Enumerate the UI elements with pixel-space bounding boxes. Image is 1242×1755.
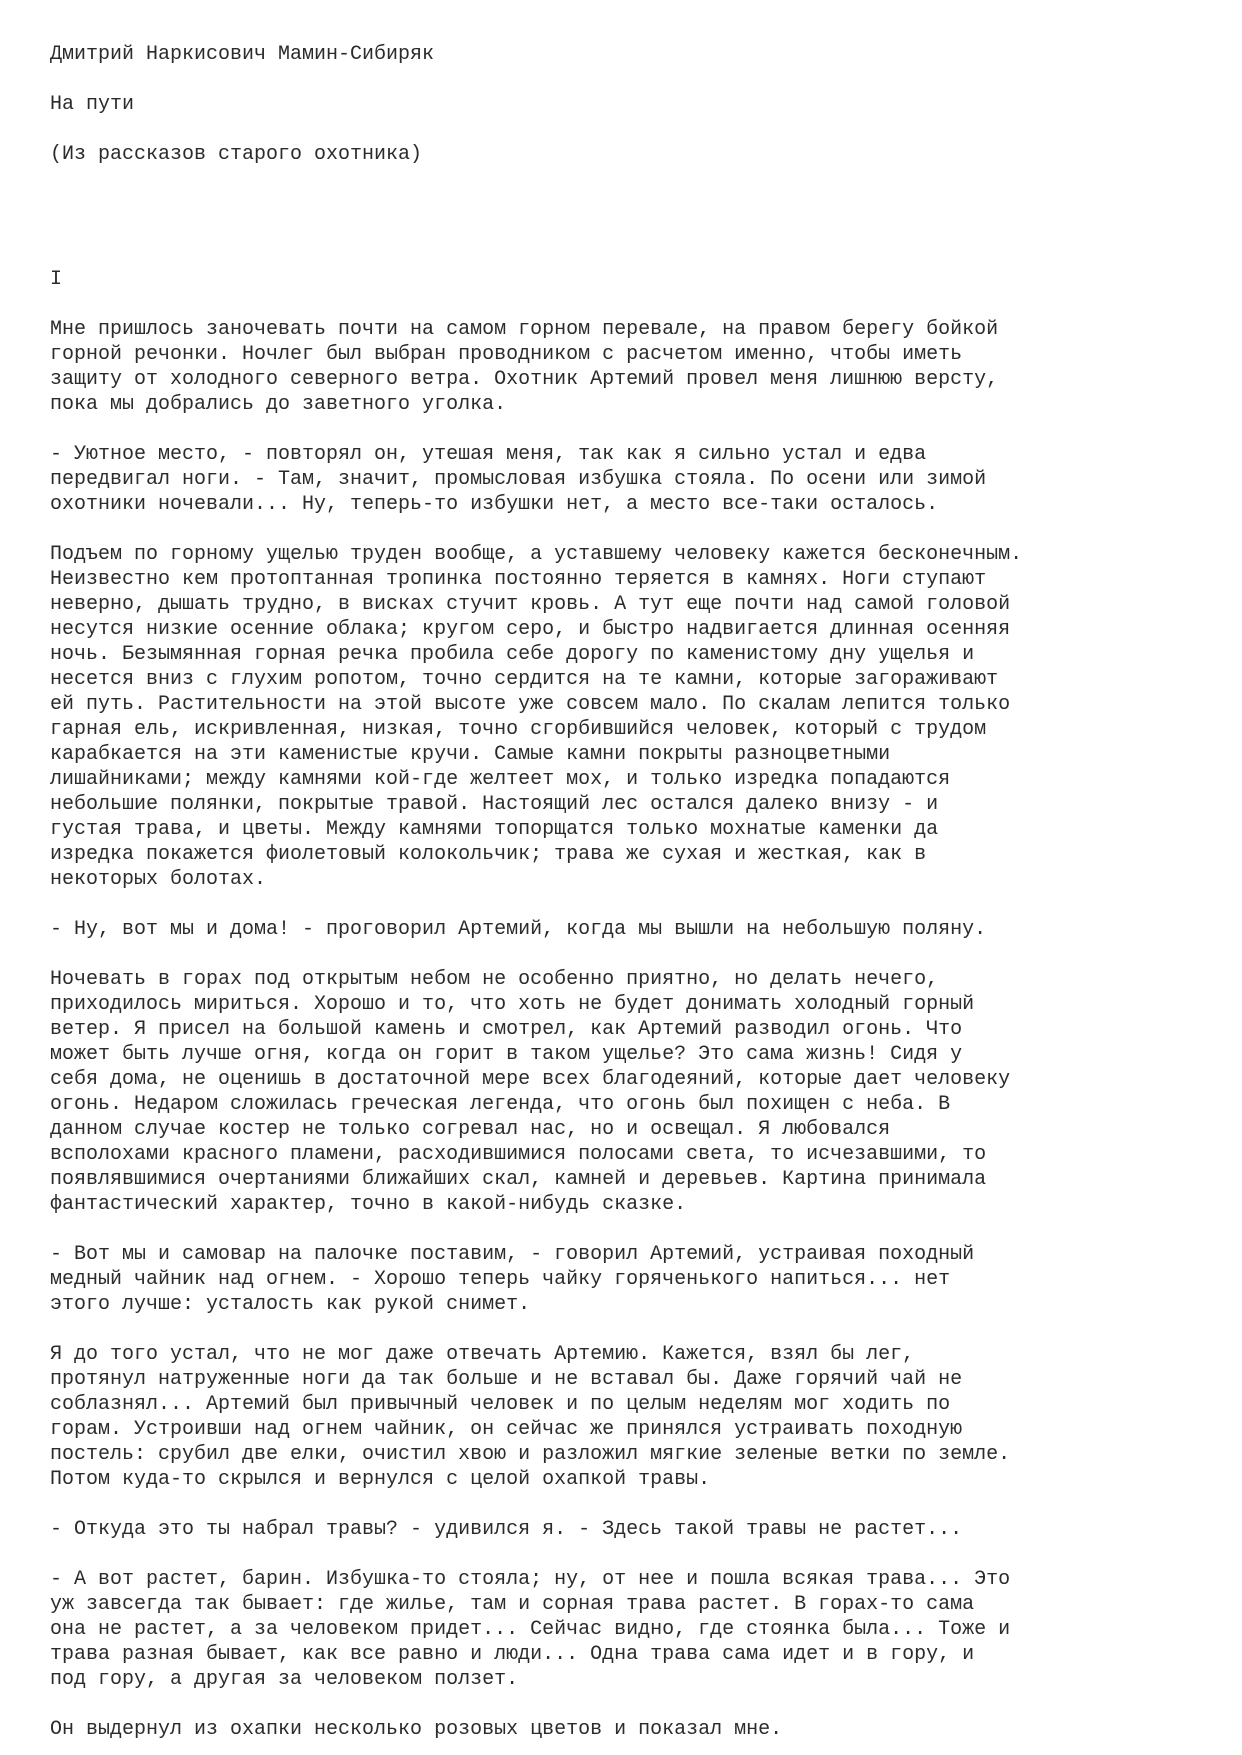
paragraph — [50, 1242, 1200, 1317]
paragraph-line: Неизвестно кем протоптанная тропинка постоянно теряется в камнях. Ноги ступают — [50, 568, 987, 591]
spacer — [50, 192, 1200, 217]
paragraph — [50, 1517, 1200, 1542]
paragraph-line: - Уютное место, - повторял он, утешая меня, так как я сильно устал и едва — [50, 443, 927, 466]
paragraph-line: горам. Устроивши над огнем чайник, он сейчас же принялся устраивать походную — [50, 1418, 963, 1441]
paragraph-line: Подъем по горному ущелью труден вообще, а уставшему человеку кажется бесконечным. — [50, 543, 1023, 566]
paragraph-line: - Вот мы и самовар на палочке поставим, - говорил Артемий, устраивая походный — [50, 1243, 975, 1266]
spacer — [50, 217, 1200, 242]
spacer — [50, 1317, 1200, 1342]
spacer — [50, 942, 1200, 967]
document-page — [50, 42, 1200, 1742]
spacer — [50, 417, 1200, 442]
spacer — [50, 242, 1200, 267]
paragraph-line: огонь. Недаром сложилась греческая легенда, что огонь был похищен с неба. В — [50, 1093, 951, 1116]
spacer — [50, 892, 1200, 917]
paragraph-line: может быть лучше огня, когда он горит в таком ущелье? Это сама жизнь! Сидя у — [50, 1043, 963, 1066]
paragraph-line: охотники ночевали... Ну, теперь-то избушки нет, а место все-таки осталось. — [50, 493, 939, 516]
paragraph-line: этого лучше: усталость как рукой снимет. — [50, 1293, 531, 1316]
paragraph-line: ветер. Я присел на большой камень и смотрел, как Артемий разводил огонь. Что — [50, 1018, 963, 1041]
paragraph-line: под гору, а другая за человеком ползет. — [50, 1668, 519, 1691]
body-text — [50, 317, 1200, 1742]
spacer — [50, 167, 1200, 192]
paragraph-line: изредка покажется фиолетовый колокольчик; трава же сухая и жесткая, как в — [50, 843, 927, 866]
paragraph-line: густая трава, и цветы. Между камнями топорщатся только мохнатые каменки да — [50, 818, 939, 841]
paragraph-line: ночь. Безымянная горная речка пробила себе дорогу по каменистому дну ущелья и — [50, 643, 975, 666]
paragraph-line: фантастический характер, точно в какой-нибудь сказке. — [50, 1193, 687, 1216]
paragraph — [50, 442, 1200, 517]
paragraph-line: Ночевать в горах под открытым небом не особенно приятно, но делать нечего, — [50, 968, 939, 991]
spacer — [50, 117, 1200, 142]
paragraph-line: всполохами красного пламени, расходившимися полосами света, то исчезавшими, то — [50, 1143, 987, 1166]
paragraph-line: - А вот растет, барин. Избушка-то стояла; ну, от нее и пошла всякая трава... Это — [50, 1568, 1011, 1591]
paragraph-line: лишайниками; между камнями кой-где желтеет мох, и только изредка попадаются — [50, 768, 951, 791]
paragraph-line: Потом куда-то скрылся и вернулся с целой охапкой травы. — [50, 1468, 711, 1491]
paragraph-line: горной речонки. Ночлег был выбран проводником с расчетом именно, чтобы иметь — [50, 343, 963, 366]
spacer — [50, 67, 1200, 92]
paragraph-line: себя дома, не оценишь в достаточной мере всех благодеяний, которые дает человеку — [50, 1068, 1011, 1091]
chapter-heading: I — [50, 268, 63, 291]
paragraph — [50, 1567, 1200, 1692]
spacer — [50, 1542, 1200, 1567]
paragraph-line: приходилось мириться. Хорошо и то, что хоть не будет донимать холодный горный — [50, 993, 975, 1016]
paragraph-line: протянул натруженные ноги да так больше и не вставал бы. Даже горячий чай не — [50, 1368, 963, 1391]
spacer — [50, 517, 1200, 542]
paragraph-line: - Откуда это ты набрал травы? - удивился я. - Здесь такой травы не растет... — [50, 1518, 963, 1541]
paragraph-line: Он выдернул из охапки несколько розовых цветов и показал мне. — [50, 1718, 783, 1741]
paragraph-line: соблазнял... Артемий был привычный человек и по целым неделям мог ходить по — [50, 1393, 951, 1416]
paragraph-line: - Ну, вот мы и дома! - проговорил Артемий, когда мы вышли на небольшую поляну. — [50, 918, 987, 941]
paragraph-line: уж завсегда так бывает: где жилье, там и сорная трава растет. В горах-то сама — [50, 1593, 975, 1616]
paragraph-line: трава разная бывает, как все равно и люди... Одна трава сама идет и в гору, и — [50, 1643, 975, 1666]
spacer — [50, 292, 1200, 317]
paragraph-line: неверно, дышать трудно, в висках стучит кровь. А тут еще почти над самой головой — [50, 593, 1011, 616]
paragraph — [50, 967, 1200, 1217]
paragraph-line: гарная ель, искривленная, низкая, точно сгорбившийся человек, который с трудом — [50, 718, 987, 741]
paragraph-line: медный чайник над огнем. - Хорошо теперь чайку горяченького напиться... нет — [50, 1268, 951, 1291]
spacer — [50, 1492, 1200, 1517]
paragraph-line: появлявшимися очертаниями ближайших скал, камней и деревьев. Картина принимала — [50, 1168, 987, 1191]
paragraph-line: передвигал ноги. - Там, значит, промысловая избушка стояла. По осени или зимой — [50, 468, 987, 491]
paragraph-line: Мне пришлось заночевать почти на самом горном перевале, на правом берегу бойкой — [50, 318, 999, 341]
paragraph — [50, 542, 1200, 892]
spacer — [50, 1217, 1200, 1242]
paragraph-line: защиту от холодного северного ветра. Охотник Артемий провел меня лишнюю версту, — [50, 368, 999, 391]
paragraph — [50, 1717, 1200, 1742]
paragraph — [50, 317, 1200, 417]
spacer — [50, 1692, 1200, 1717]
paragraph-line: она не растет, а за человеком придет... Сейчас видно, где стоянка была... Тоже и — [50, 1618, 1011, 1641]
paragraph-line: данном случае костер не только согревал нас, но и освещал. Я любовался — [50, 1118, 891, 1141]
paragraph-line: постель: срубил две елки, очистил хвою и разложил мягкие зеленые ветки по земле. — [50, 1443, 1011, 1466]
paragraph — [50, 917, 1200, 942]
paragraph-line: ей путь. Растительности на этой высоте уже совсем мало. По скалам лепится только — [50, 693, 1011, 716]
document-title: На пути — [50, 93, 135, 116]
document-subtitle: (Из рассказов старого охотника) — [50, 143, 423, 166]
paragraph — [50, 1342, 1200, 1492]
paragraph-line: карабкается на эти каменистые кручи. Самые камни покрыты разноцветными — [50, 743, 891, 766]
paragraph-line: пока мы добрались до заветного уголка. — [50, 393, 507, 416]
paragraph-line: некоторых болотах. — [50, 868, 267, 891]
paragraph-line: небольшие полянки, покрытые травой. Настоящий лес остался далеко внизу - и — [50, 793, 939, 816]
author-line: Дмитрий Наркисович Мамин-Сибиряк — [50, 43, 435, 66]
paragraph-line: несется вниз с глухим ропотом, точно сердится на те камни, которые загораживают — [50, 668, 999, 691]
paragraph-line: Я до того устал, что не мог даже отвечать Артемию. Кажется, взял бы лег, — [50, 1343, 915, 1366]
paragraph-line: несутся низкие осенние облака; кругом серо, и быстро надвигается длинная осенняя — [50, 618, 1011, 641]
